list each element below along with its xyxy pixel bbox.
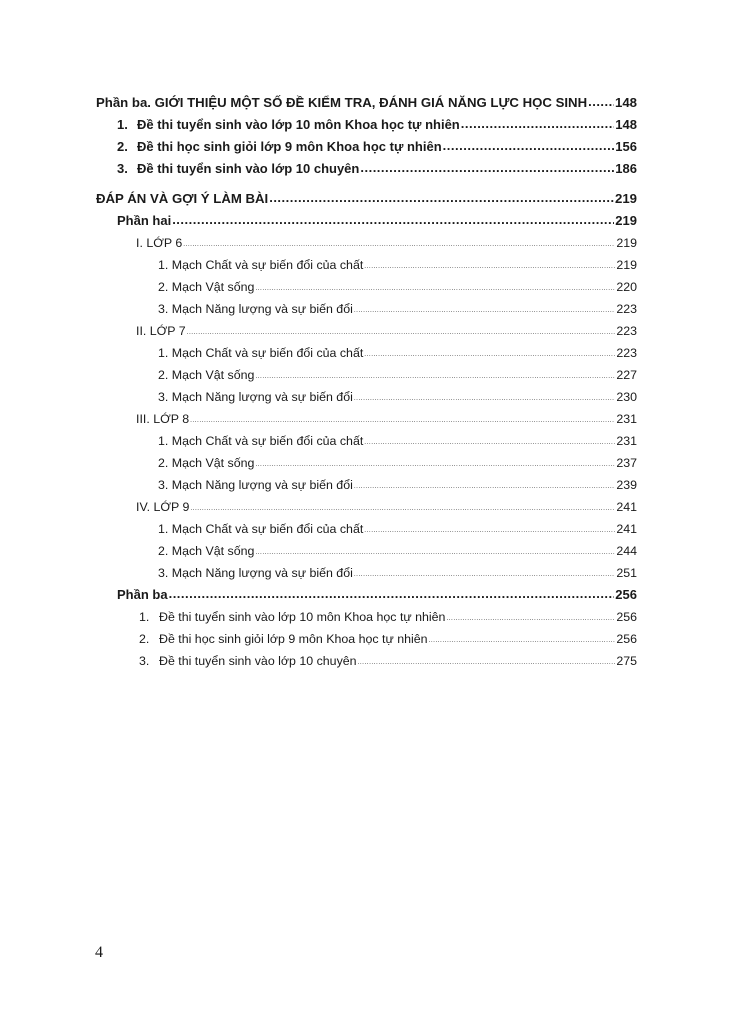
- toc-page: 148: [614, 95, 637, 110]
- toc-entry: [96, 536, 637, 558]
- toc-label: Phần hai: [117, 213, 172, 228]
- toc-number: 3.: [139, 654, 150, 668]
- dot-leader: [183, 242, 615, 249]
- toc-entry: [96, 470, 637, 492]
- dot-leader: [364, 264, 615, 271]
- toc-entry-part-three: [96, 580, 637, 602]
- toc-page: 223: [616, 324, 637, 338]
- toc-label: II. LỚP 7: [136, 324, 186, 338]
- page-number: 4: [95, 944, 103, 961]
- toc-label: Đề thi tuyển sinh vào lớp 10 môn Khoa học tự nhiên: [159, 610, 446, 624]
- toc-page: 231: [616, 412, 637, 426]
- dot-leader: [364, 440, 615, 447]
- toc-entry: [96, 602, 637, 624]
- toc-page: 219: [615, 213, 637, 228]
- dot-leader: [190, 506, 615, 513]
- toc-page: 275: [616, 654, 637, 668]
- toc-entry: [96, 132, 637, 154]
- dot-leader: [255, 462, 615, 469]
- toc-label: ĐÁP ÁN VÀ GỢI Ý LÀM BÀI: [96, 191, 269, 206]
- toc-label: 1. Mạch Chất và sự biến đổi của chất: [158, 522, 364, 536]
- toc-entry-grade: [96, 316, 637, 338]
- toc-entry: [96, 294, 637, 316]
- dot-leader: [354, 396, 615, 403]
- toc-page: 237: [616, 456, 637, 470]
- dot-leader: [269, 191, 614, 204]
- toc-label: III. LỚP 8: [136, 412, 190, 426]
- toc-entry-answers-header: [96, 184, 637, 206]
- dot-leader: [354, 308, 615, 315]
- toc-page: 223: [616, 302, 637, 316]
- toc-page: 256: [616, 632, 637, 646]
- toc-entry: [96, 646, 637, 668]
- toc-entry-grade: [96, 404, 637, 426]
- toc-page: 219: [614, 191, 637, 206]
- toc-label: Đề thi tuyển sinh vào lớp 10 chuyên: [137, 161, 360, 176]
- dot-leader: [443, 139, 615, 152]
- toc-entry: [96, 382, 637, 404]
- toc-page: 227: [616, 368, 637, 382]
- dot-leader: [255, 374, 615, 381]
- toc-label: 2. Mạch Vật sống: [158, 456, 255, 470]
- toc-page: 219: [616, 258, 637, 272]
- toc-entry: [96, 250, 637, 272]
- toc-page: 230: [616, 390, 637, 404]
- toc-page: 241: [616, 500, 637, 514]
- toc-label: Đề thi tuyển sinh vào lớp 10 chuyên: [159, 654, 357, 668]
- dot-leader: [429, 638, 616, 645]
- toc-page: 241: [616, 522, 637, 536]
- dot-leader: [360, 161, 614, 174]
- toc-entry-grade: [96, 492, 637, 514]
- toc-label: Đề thi tuyển sinh vào lớp 10 môn Khoa học tự nhiên: [137, 117, 460, 132]
- toc-number: 1.: [139, 610, 150, 624]
- toc-label: 3. Mạch Năng lượng và sự biến đổi: [158, 390, 353, 404]
- dot-leader: [364, 352, 615, 359]
- toc-entry: [96, 360, 637, 382]
- toc-entry: [96, 426, 637, 448]
- toc-entry: [96, 110, 637, 132]
- dot-leader: [354, 572, 615, 579]
- toc-label: 3. Mạch Năng lượng và sự biến đổi: [158, 566, 353, 580]
- toc-entry: [96, 514, 637, 536]
- toc-page: 256: [615, 587, 637, 602]
- toc-label: IV. LỚP 9: [136, 500, 190, 514]
- toc-page: 231: [616, 434, 637, 448]
- toc-page: 219: [616, 236, 637, 250]
- toc-entry-grade: [96, 228, 637, 250]
- toc-label: 2. Mạch Vật sống: [158, 544, 255, 558]
- toc-label: Phần ba: [117, 587, 168, 602]
- toc-entry: [96, 272, 637, 294]
- dot-leader: [255, 286, 615, 293]
- toc-page: 256: [616, 610, 637, 624]
- toc-entry: [96, 448, 637, 470]
- dot-leader: [461, 117, 615, 130]
- toc-label: 1. Mạch Chất và sự biến đổi của chất: [158, 258, 364, 272]
- toc-page: 186: [615, 161, 637, 176]
- toc-entry-part-three-header: [96, 88, 637, 110]
- toc-entry: [96, 558, 637, 580]
- dot-leader: [364, 528, 615, 535]
- toc-label: I. LỚP 6: [136, 236, 183, 250]
- toc-label: Đề thi học sinh giỏi lớp 9 môn Khoa học tự nhiên: [137, 139, 442, 154]
- toc-label: Đề thi học sinh giỏi lớp 9 môn Khoa học tự nhiên: [159, 632, 428, 646]
- toc-number: 2.: [139, 632, 150, 646]
- dot-leader: [255, 550, 615, 557]
- dot-leader: [169, 587, 615, 600]
- toc-label: 2. Mạch Vật sống: [158, 280, 255, 294]
- toc-entry-part-two: [96, 206, 637, 228]
- dot-leader: [354, 484, 615, 491]
- dot-leader: [190, 418, 615, 425]
- toc-page: 220: [616, 280, 637, 294]
- dot-leader: [172, 213, 614, 226]
- dot-leader: [588, 95, 614, 108]
- toc-page: 251: [616, 566, 637, 580]
- toc-page: 156: [615, 139, 637, 154]
- toc-entry: [96, 338, 637, 360]
- toc-label: 1. Mạch Chất và sự biến đổi của chất: [158, 346, 364, 360]
- dot-leader: [358, 660, 616, 667]
- toc-label: 3. Mạch Năng lượng và sự biến đổi: [158, 302, 353, 316]
- toc-label: 1. Mạch Chất và sự biến đổi của chất: [158, 434, 364, 448]
- dot-leader: [187, 330, 616, 337]
- toc-page: 148: [615, 117, 637, 132]
- toc-number: 1.: [117, 117, 128, 132]
- toc-number: 2.: [117, 139, 128, 154]
- toc-label: Phần ba. GIỚI THIỆU MỘT SỐ ĐỀ KIỂM TRA, ĐÁNH GIÁ NĂNG LỰC HỌC SINH: [96, 95, 588, 110]
- toc-page: 223: [616, 346, 637, 360]
- dot-leader: [446, 616, 615, 623]
- toc-page: 244: [616, 544, 637, 558]
- toc-label: 3. Mạch Năng lượng và sự biến đổi: [158, 478, 353, 492]
- toc-number: 3.: [117, 161, 128, 176]
- toc-label: 2. Mạch Vật sống: [158, 368, 255, 382]
- toc-page: 239: [616, 478, 637, 492]
- toc-entry: [96, 624, 637, 646]
- toc-entry: [96, 154, 637, 176]
